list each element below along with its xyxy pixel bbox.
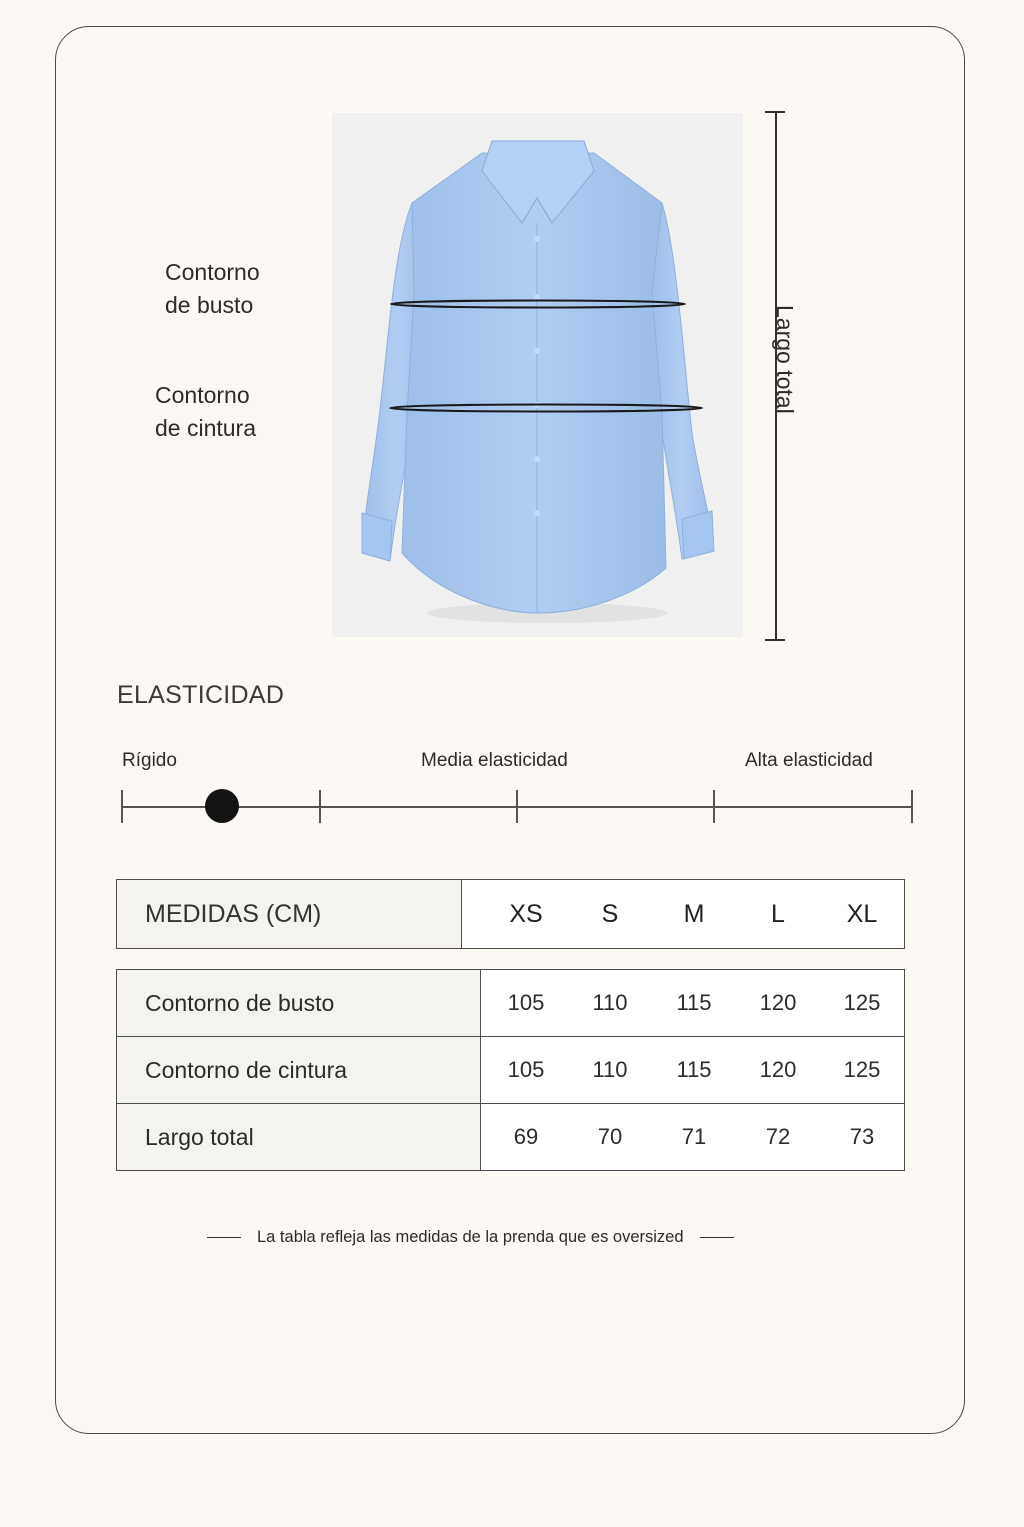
table-cell: 69 — [513, 1124, 539, 1149]
size-table-header — [116, 879, 905, 949]
table-cell: 70 — [597, 1124, 623, 1149]
table-row — [117, 1037, 905, 1104]
table-cell: 115 — [676, 1057, 712, 1082]
footnote-dash-left — [207, 1237, 241, 1239]
table-cell: 120 — [759, 990, 797, 1015]
footnote-dash-right — [700, 1237, 734, 1239]
waist-label — [155, 379, 256, 445]
size-label: M — [683, 899, 705, 928]
row-label: Contorno de cintura — [117, 1037, 481, 1104]
size-label: L — [771, 899, 785, 928]
elasticity-high-label: Alta elasticidad — [745, 750, 873, 771]
table-cell: 110 — [592, 1057, 628, 1082]
table-cell: 105 — [507, 1057, 545, 1082]
footnote-text: La tabla refleja las medidas de la prenda que es oversized — [257, 1228, 684, 1246]
table-cell: 110 — [592, 990, 628, 1015]
table-cell: 71 — [681, 1124, 707, 1149]
table-cell: 115 — [676, 990, 712, 1015]
shirt-image — [332, 113, 743, 637]
scale-tick — [121, 790, 123, 823]
elasticity-title: ELASTICIDAD — [117, 681, 285, 709]
sizes-header-cell — [462, 880, 905, 949]
waist-label-line2: de cintura — [155, 415, 257, 441]
waist-label-line1: Contorno — [155, 382, 250, 408]
size-table — [116, 969, 905, 1171]
scale-tick — [713, 790, 715, 823]
bust-label-line2: de busto — [165, 292, 254, 318]
length-bottom-tick — [765, 639, 785, 641]
scale-tick — [319, 790, 321, 823]
length-label: Largo total — [772, 305, 798, 414]
footnote — [207, 1228, 747, 1247]
table-cell: 120 — [759, 1057, 797, 1082]
size-label: S — [601, 899, 619, 928]
scale-tick — [911, 790, 913, 823]
table-row — [117, 970, 905, 1037]
elasticity-mid-label: Media elasticidad — [421, 750, 568, 771]
table-cell: 125 — [843, 990, 881, 1015]
table-row — [117, 1104, 905, 1171]
elasticity-low-label: Rígido — [122, 750, 177, 771]
table-cell: 105 — [507, 990, 545, 1015]
row-label: Contorno de busto — [117, 970, 481, 1037]
bust-label-line1: Contorno — [165, 259, 260, 285]
table-cell: 72 — [765, 1124, 791, 1149]
size-label: XL — [846, 899, 878, 928]
size-label: XS — [509, 899, 543, 928]
table-cell: 73 — [849, 1124, 875, 1149]
scale-tick — [516, 790, 518, 823]
measures-header-label: MEDIDAS (CM) — [117, 880, 462, 949]
bust-label — [165, 256, 260, 322]
row-label: Largo total — [117, 1104, 481, 1171]
table-cell: 125 — [843, 1057, 881, 1082]
